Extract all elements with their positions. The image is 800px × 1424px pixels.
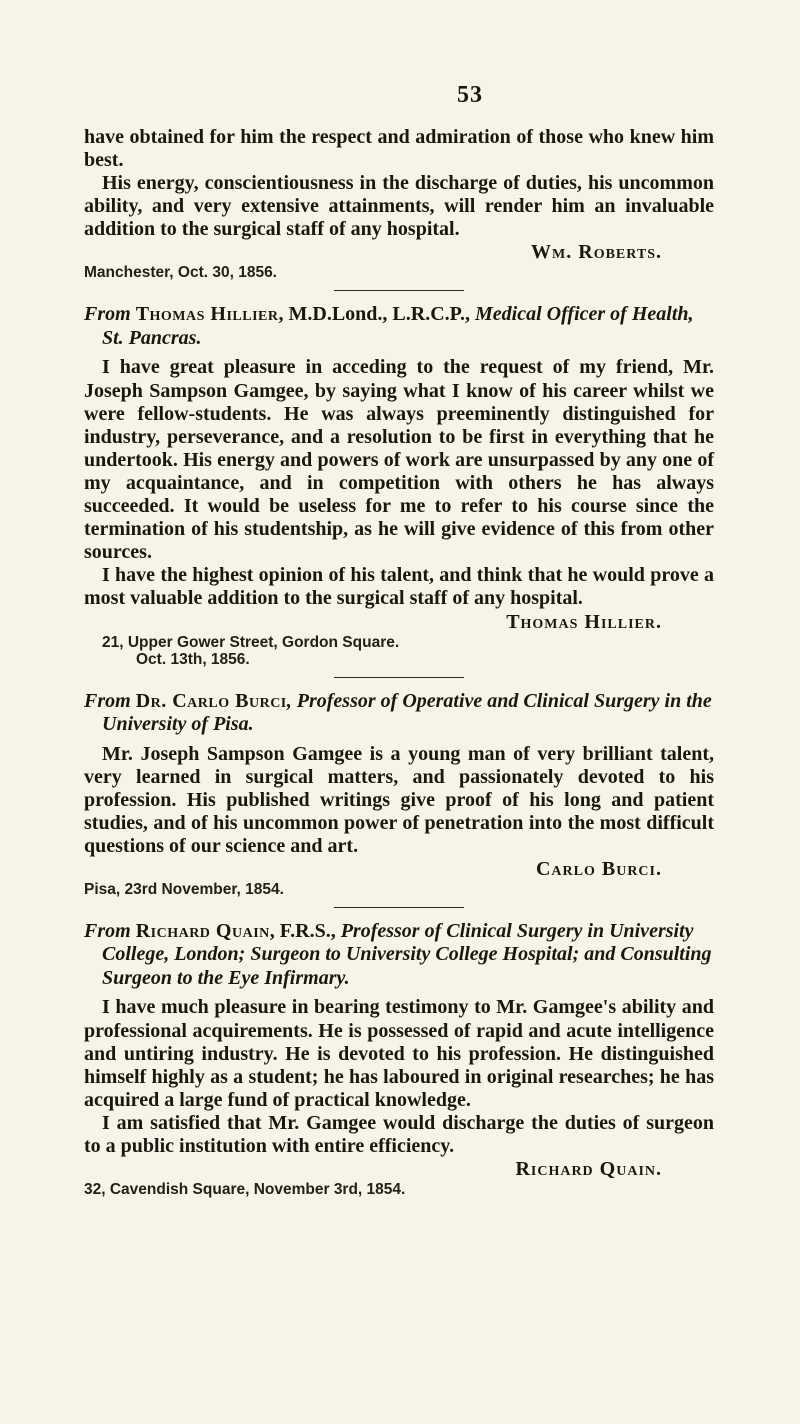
burci-from-name: Dr. Carlo Burci <box>135 689 287 712</box>
burci-paragraph: Mr. Joseph Sampson Gamgee is a young man of very brilliant talent, very learned in surgical matters, and passionately devoted to his profession. His published writings give proof of his long and patient studies, and of his uncommon power of penetration into the most difficult questions of our science and art. <box>84 742 714 857</box>
hillier-from-degrees: , M.D.Lond., L.R.C.P., <box>278 303 476 326</box>
page-number: 53 <box>457 82 483 108</box>
quain-from-name: Richard Quain <box>135 919 270 942</box>
roberts-letter <box>84 126 714 281</box>
hillier-signature: Thomas Hillier. <box>506 610 662 633</box>
hillier-paragraph-1: I have great pleasure in acceding to the request of my friend, Mr. Joseph Sampson Gamgee, by saying what I know of his career whilst we were fellow-students. He was always preeminently distinguished for industry, perseverance, and a resolution to be first in everything that he undertook. His energy and powers of work are unsurpassed by any one of my acquaintance, and in competition with others he has always succeeded. It would be useless for me to refer to his course since the termination of his studentship, as he will give evidence of this from other sources. <box>84 356 714 564</box>
hillier-paragraph-2: I have the highest opinion of his talent, and think that he would prove a most valuable addition to the surgical staff of any hospital. <box>84 564 714 610</box>
divider-rule <box>334 907 464 908</box>
hillier-from-prefix: From <box>84 303 131 326</box>
quain-paragraph-1: I have much pleasure in bearing testimony to Mr. Gamgee's ability and professional acquirements. He is possessed of rapid and acute intelligence and untiring industry. He is devoted to his profession. He distinguished himself highly as a student; he has laboured in original researches; he has acquired a large fund of practical knowledge. <box>84 996 714 1111</box>
roberts-dateline: Manchester, Oct. 30, 1856. <box>84 264 277 282</box>
burci-dateline: Pisa, 23rd November, 1854. <box>84 880 284 898</box>
divider-rule <box>334 677 464 678</box>
burci-heading <box>84 690 714 737</box>
quain-from-prefix: From <box>84 919 131 942</box>
roberts-continuation: have obtained for him the respect and admiration of those who knew him best. <box>84 126 714 172</box>
hillier-heading <box>84 303 714 350</box>
page-content <box>84 126 714 1198</box>
quain-from-degrees: , F.R.S., <box>269 919 341 942</box>
quain-heading <box>84 920 714 991</box>
quain-dateline: 32, Cavendish Square, November 3rd, 1854. <box>84 1181 406 1199</box>
hillier-from-name: Thomas Hillier <box>135 303 279 326</box>
hillier-address: 21, Upper Gower Street, Gordon Square. <box>102 633 400 651</box>
quain-testimonial <box>84 920 714 1198</box>
hillier-date: Oct. 13th, 1856. <box>136 650 250 668</box>
quain-signature: Richard Quain. <box>515 1158 662 1181</box>
burci-from-title: , Professor of Operative and Clinical Surgery in the University of Pisa. <box>102 689 712 735</box>
quain-from-title: Professor of Clinical Surgery in University College, London; Surgeon to University College Hospital; and Consulting Surgeon to the Eye Infirmary. <box>102 919 712 989</box>
burci-signature: Carlo Burci. <box>535 857 662 880</box>
hillier-testimonial <box>84 303 714 667</box>
roberts-paragraph: His energy, conscientiousness in the discharge of duties, his uncommon ability, and very extensive attainments, will render him an invaluable addition to the surgical staff of any hospital. <box>84 172 714 241</box>
burci-testimonial <box>84 690 714 898</box>
divider-rule <box>334 290 464 291</box>
hillier-from-title: Medical Officer of Health, St. Pancras. <box>102 303 694 349</box>
quain-paragraph-2: I am satisfied that Mr. Gamgee would discharge the duties of surgeon to a public institution with entire efficiency. <box>84 1111 714 1158</box>
burci-from-prefix: From <box>84 689 131 712</box>
roberts-signature: Wm. Roberts. <box>531 241 662 264</box>
